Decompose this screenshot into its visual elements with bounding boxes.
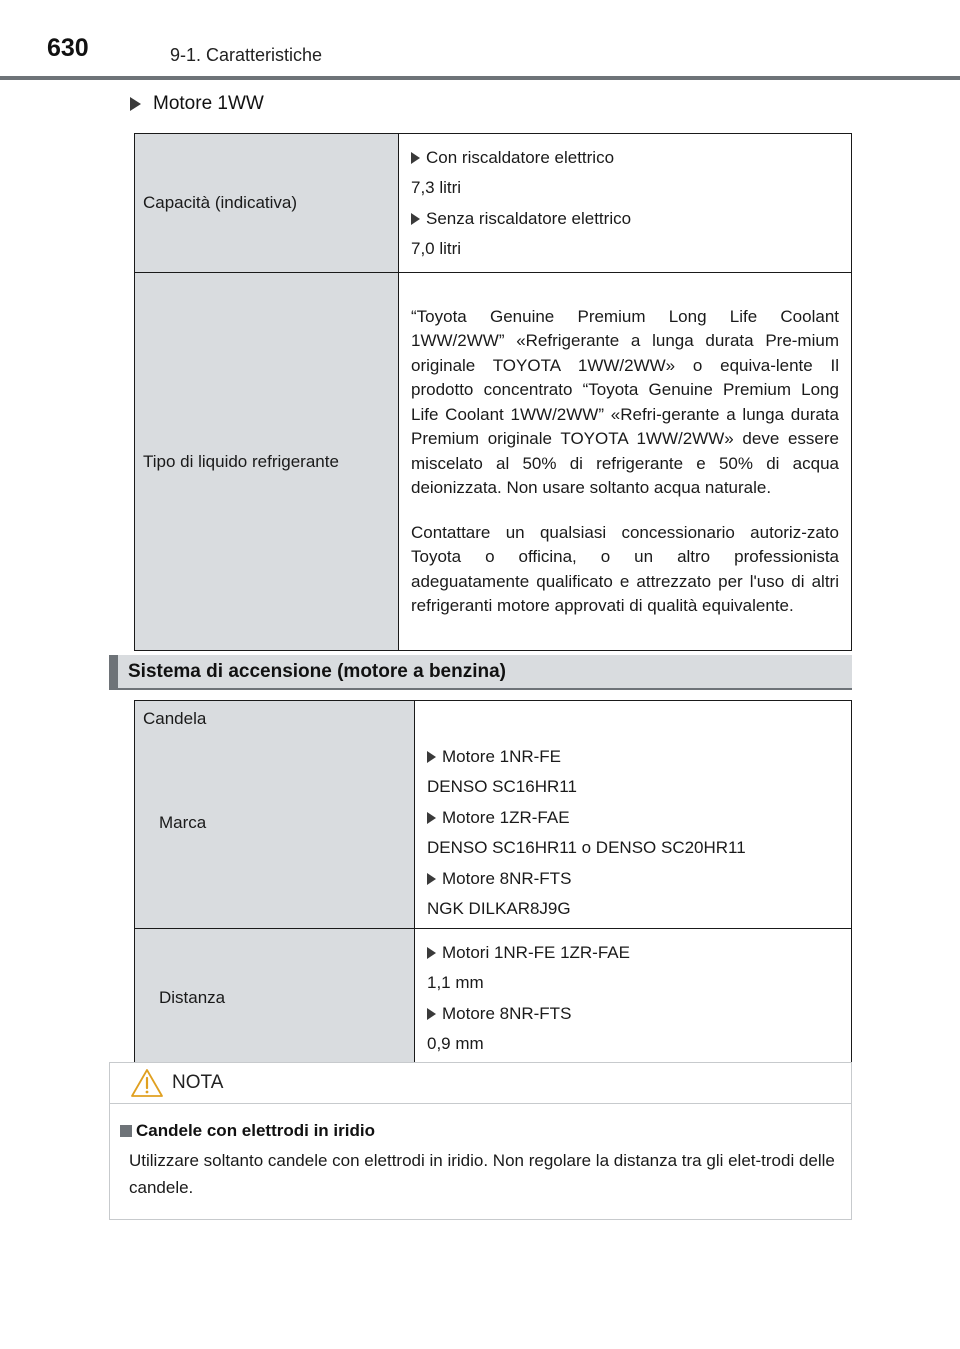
page-number: 630 xyxy=(47,34,89,62)
spark-plug-value-1: DENSO SC16HR11 xyxy=(427,777,577,796)
gap-value-2: 0,9 mm xyxy=(427,1034,484,1053)
option-text: Motore 8NR-FTS xyxy=(442,869,572,888)
gap-label: Distanza xyxy=(135,929,415,1068)
capacity-value xyxy=(399,134,852,273)
capacity-label: Capacità (indicativa) xyxy=(135,134,399,273)
option-line xyxy=(427,743,839,770)
triangle-bullet-icon xyxy=(427,1008,436,1020)
coolant-type-value xyxy=(399,273,852,651)
triangle-bullet-icon xyxy=(427,873,436,885)
note-box xyxy=(109,1062,852,1220)
capacity-value-2: 7,0 litri xyxy=(411,239,462,258)
option-text: Con riscaldatore elettrico xyxy=(426,148,615,167)
note-text: Utilizzare soltanto candele con elettrodi in iridio. Non regolare la distanza tra gli elet-trodi delle candele. xyxy=(129,1151,835,1197)
option-line xyxy=(427,939,839,966)
warning-triangle-icon xyxy=(130,1068,164,1098)
gap-value-1: 1,1 mm xyxy=(427,973,484,992)
coolant-type-row xyxy=(135,273,852,651)
triangle-bullet-icon xyxy=(427,751,436,763)
gap-row xyxy=(135,929,852,1068)
square-bullet-icon xyxy=(120,1125,132,1137)
coolant-paragraph-2: Contattare un qualsiasi concessionario autoriz-zato Toyota o officina, o un altro professionista adeguatamente qualificato e attrezzato per l'uso di altri refrigeranti motore approvati di qualità equivalente. xyxy=(411,522,839,615)
triangle-bullet-icon xyxy=(427,947,436,959)
coolant-table xyxy=(134,133,852,651)
header-rule xyxy=(0,76,960,80)
note-title: NOTA xyxy=(172,1072,224,1093)
option-text: Senza riscaldatore elettrico xyxy=(426,209,632,228)
ignition-table xyxy=(134,700,852,1068)
option-text: Motore 1ZR-FAE xyxy=(442,808,570,827)
spark-plug-value-2: DENSO SC16HR11 o DENSO SC20HR11 xyxy=(427,838,746,857)
option-text: Motori 1NR-FE 1ZR-FAE xyxy=(442,943,630,962)
option-text: Motore 1NR-FE xyxy=(442,747,562,766)
triangle-bullet-icon xyxy=(411,213,420,225)
option-line xyxy=(427,1000,839,1027)
triangle-bullet-icon xyxy=(411,152,420,164)
spark-plug-label-cell xyxy=(135,701,415,929)
option-text: Motore 8NR-FTS xyxy=(442,1004,572,1023)
coolant-type-label: Tipo di liquido refrigerante xyxy=(135,273,399,651)
option-line xyxy=(411,205,839,232)
spark-plug-label: Candela xyxy=(143,709,207,728)
spark-plug-row xyxy=(135,701,852,929)
coolant-paragraph-1: “Toyota Genuine Premium Long Life Coolant 1WW/2WW” «Refrigerante a lunga durata Pre-mium originale TOYOTA 1WW/2WW» o equiva-lente Il prodotto concentrato “Toyota Genuine Premium Long Life Coolant 1WW/2WW” «Refri-gerante a lunga durata Premium originale TOYOTA 1WW/2WW» deve essere miscelato al 50% di refrigerante e 50% di acqua deionizzata. Non usare soltanto acqua naturale. xyxy=(411,306,839,497)
section-band-marker xyxy=(109,655,118,688)
section-label: 9-1. Caratteristiche xyxy=(170,45,323,65)
triangle-bullet-icon xyxy=(130,97,141,111)
triangle-bullet-icon xyxy=(427,812,436,824)
gap-value xyxy=(415,929,852,1068)
section-title: Sistema di accensione (motore a benzina) xyxy=(128,661,506,682)
option-line xyxy=(427,865,839,892)
spark-plug-value xyxy=(415,701,852,929)
engine-heading-text: Motore 1WW xyxy=(153,93,264,114)
note-subtitle: Candele con elettrodi in iridio xyxy=(136,1121,375,1140)
note-header xyxy=(110,1063,851,1104)
brand-label: Marca xyxy=(159,813,207,832)
capacity-value-1: 7,3 litri xyxy=(411,178,462,197)
capacity-row xyxy=(135,134,852,273)
engine-heading xyxy=(130,93,264,115)
option-line xyxy=(411,144,839,171)
spark-plug-value-3: NGK DILKAR8J9G xyxy=(427,899,571,918)
page-header xyxy=(0,0,960,80)
section-band xyxy=(109,655,852,690)
option-line xyxy=(427,804,839,831)
